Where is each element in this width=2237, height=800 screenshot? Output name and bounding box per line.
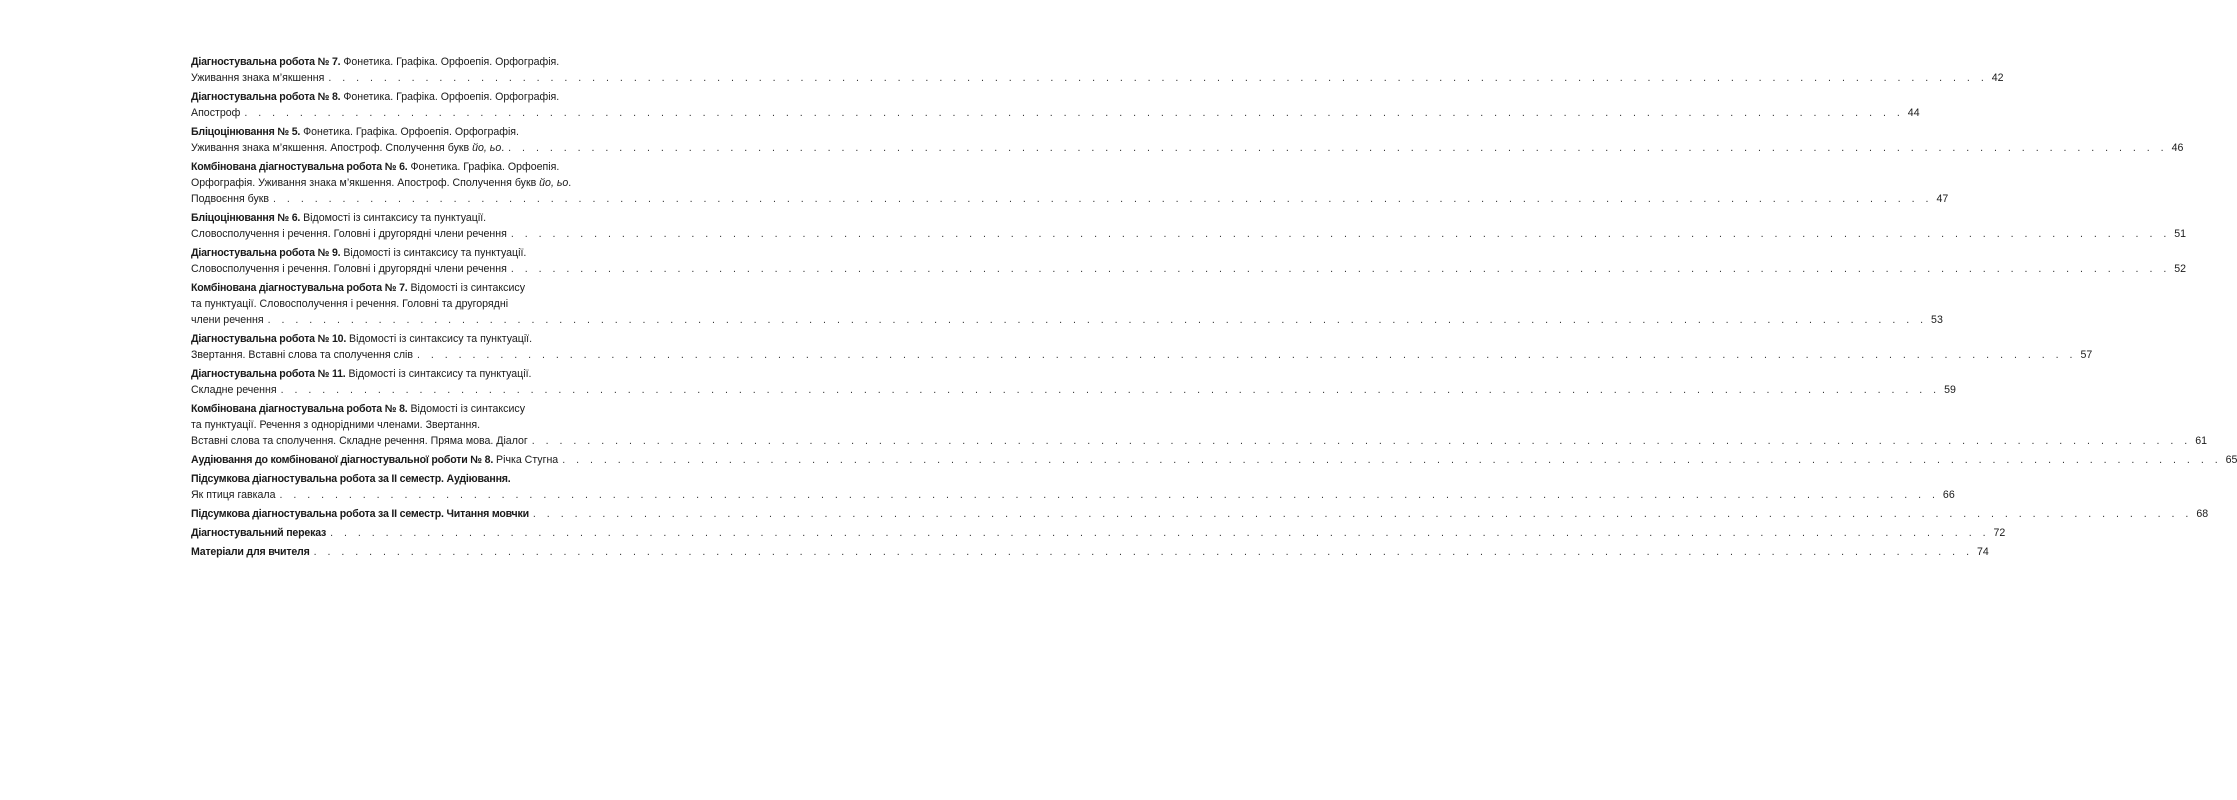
dot-leader: . . . . . . . . . . . . . . . . . . . . . . . . . . . . . . . . . . . . . . . . . . . . . . . . . . . . . . . . . . . . . . . . . . . . . . . . . . . . . . . . . . . . . . . . . . . . . . . . . . . . . . . . . . . . . . . . . . . . . . . . (531, 435, 2192, 447)
toc-entry (191, 159, 1949, 207)
page-number: 51 (2174, 228, 2187, 240)
toc-line (191, 347, 2093, 363)
toc-section-title: Підсумкова діагностувальна робота за ІІ семестр. Аудіювання. (191, 473, 511, 485)
toc-line-text (191, 298, 508, 310)
toc-line (191, 312, 1943, 328)
toc-line (191, 506, 2209, 522)
toc-topic-text: Як птиця гавкала (191, 489, 276, 501)
toc-line (191, 140, 2184, 156)
toc-line (191, 401, 613, 417)
toc-line-text (191, 368, 531, 380)
toc-line (191, 210, 613, 226)
toc-line (191, 452, 2237, 468)
toc-line (191, 433, 2208, 449)
toc-punctuation: . (501, 142, 505, 154)
page-number: 57 (2080, 349, 2093, 361)
dot-leader: . . . . . . . . . . . . . . . . . . . . . . . . . . . . . . . . . . . . . . . . . . . . . . . . . . . . . . . . . . . . . . . . . . . . . . . . . . . . . . . . . . . . . . . . . . . . . . . . . . . . . . . . . . . . . . . . . . . . . . . . (532, 508, 2193, 520)
toc-line-text (191, 140, 508, 156)
page-number: 65 (2225, 454, 2237, 466)
toc-topic-text: Орфографія. Уживання знака м’якшення. Апостроф. Сполучення букв (191, 177, 540, 189)
toc-topic-text: Відомості із синтаксису та пунктуації. (340, 247, 527, 259)
toc-line (191, 525, 2006, 541)
dot-leader: . . . . . . . . . . . . . . . . . . . . . . . . . . . . . . . . . . . . . . . . . . . . . . . . . . . . . . . . . . . . . . . . . . . . . . . . . . . . . . . . . . . . . . . . . . . . . . . . . . . . . . . . . . . . . . . . . . . . . . . . (508, 142, 2168, 154)
toc-line-text (191, 312, 268, 328)
toc-section-title: Діагностувальна робота № 8. (191, 91, 341, 103)
toc-line (191, 280, 613, 296)
toc-topic-text: Фонетика. Графіка. Орфоепія. Орфографія. (340, 91, 560, 103)
toc-line-text (191, 226, 511, 242)
toc-line-text (191, 452, 562, 468)
toc-entry (191, 401, 2208, 449)
toc-section-title: Комбінована діагностувальна робота № 7. (191, 282, 408, 294)
toc-section-title: Діагностувальна робота № 11. (191, 368, 346, 380)
dot-leader: . . . . . . . . . . . . . . . . . . . . . . . . . . . . . . . . . . . . . . . . . . . . . . . . . . . . . . . . . . . . . . . . . . . . . . . . . . . . . . . . . . . . . . . . . . . . . . . . . . . . . . . . . . . . . . . . . . . . . . . . (330, 527, 1990, 539)
toc-section-title: Матеріали для вчителя (191, 546, 310, 558)
toc-line (191, 366, 613, 382)
toc-punctuation: . (568, 177, 572, 189)
toc-entry (191, 544, 1989, 560)
dot-leader: . . . . . . . . . . . . . . . . . . . . . . . . . . . . . . . . . . . . . . . . . . . . . . . . . . . . . . . . . . . . . . . . . . . . . . . . . . . . . . . . . . . . . . . . . . . . . . . . . . . . . . . . . . . . . . . . . . . . . . . . (267, 314, 1928, 326)
toc-line (191, 70, 2004, 86)
toc-line-text (191, 403, 525, 415)
toc-line-text (191, 333, 532, 345)
toc-line (191, 191, 1949, 207)
toc-entry (191, 471, 1955, 503)
toc-line-text (191, 282, 525, 294)
toc-entry (191, 280, 1943, 328)
page-number: 47 (1936, 193, 1949, 205)
toc-section-title: Бліцоцінювання № 6. (191, 212, 301, 224)
toc-entry (191, 366, 1956, 398)
toc-line (191, 105, 1920, 121)
toc-line (191, 417, 613, 433)
dot-leader: . . . . . . . . . . . . . . . . . . . . . . . . . . . . . . . . . . . . . . . . . . . . . . . . . . . . . . . . . . . . . . . . . . . . . . . . . . . . . . . . . . . . . . . . . . . . . . . . . . . . . . . . . . . . . . . . . . . . . . . . (562, 454, 2222, 466)
toc-line-text (191, 544, 314, 560)
page-number: 61 (2195, 435, 2208, 447)
toc-line-text (191, 525, 330, 541)
page-number: 52 (2174, 263, 2187, 275)
toc-entry (191, 331, 2093, 363)
toc-topic-text: Відомості із синтаксису та пунктуації. (346, 333, 533, 345)
toc-line (191, 331, 613, 347)
toc-line (191, 471, 613, 487)
toc-line-text (191, 91, 559, 103)
dot-leader: . . . . . . . . . . . . . . . . . . . . . . . . . . . . . . . . . . . . . . . . . . . . . . . . . . . . . . . . . . . . . . . . . . . . . . . . . . . . . . . . . . . . . . . . . . . . . . . . . . . . . . . . . . . . . . . . . . . . . . . . (244, 107, 1904, 119)
toc-topic-text: Фонетика. Графіка. Орфоепія. Орфографія. (300, 126, 519, 138)
toc-line (191, 544, 1989, 560)
toc-entry (191, 245, 2187, 277)
toc-entry (191, 506, 2209, 522)
table-of-contents (191, 54, 2237, 563)
toc-line-text (191, 473, 511, 485)
toc-topic-text: Вставні слова та сполучення. Складне речення. Пряма мова. Діалог (191, 435, 528, 447)
toc-line-text (191, 247, 526, 259)
toc-line-text (191, 161, 559, 173)
toc-line-text (191, 212, 486, 224)
page-number: 44 (1907, 107, 1920, 119)
toc-section-title: Підсумкова діагностувальна робота за ІІ семестр. Читання мовчки (191, 508, 529, 520)
dot-leader: . . . . . . . . . . . . . . . . . . . . . . . . . . . . . . . . . . . . . . . . . . . . . . . . . . . . . . . . . . . . . . . . . . . . . . . . . . . . . . . . . . . . . . . . . . . . . . . . . . . . . . . . . . . . . . . . . . . . . . . . (510, 228, 2171, 240)
toc-line (191, 159, 613, 175)
toc-italic-letters: йо, ьо (539, 177, 569, 189)
toc-section-title: Діагностувальний переказ (191, 527, 327, 539)
toc-line-text (191, 487, 279, 503)
toc-line-text (191, 126, 519, 138)
page-number: 46 (2171, 142, 2184, 154)
toc-topic-text: Річка Стугна (493, 454, 559, 466)
dot-leader: . . . . . . . . . . . . . . . . . . . . . . . . . . . . . . . . . . . . . . . . . . . . . . . . . . . . . . . . . . . . . . . . . . . . . . . . . . . . . . . . . . . . . . . . . . . . . . . . . . . . . . . . . . . . . . . . . . . . . . . . (273, 193, 1933, 205)
toc-topic-text: Відомості із синтаксису (407, 403, 525, 415)
toc-entry (191, 124, 2184, 156)
toc-entry (191, 452, 2237, 468)
toc-line-text (191, 506, 533, 522)
toc-topic-text: Подвоєння букв (191, 193, 270, 205)
toc-line-text (191, 382, 281, 398)
page-number: 53 (1931, 314, 1943, 326)
toc-line-text (191, 419, 480, 431)
toc-line (191, 487, 1955, 503)
toc-line (191, 296, 613, 312)
toc-italic-letters: йо, ьо (472, 142, 502, 154)
page-number: 66 (1942, 489, 1955, 501)
toc-line (191, 175, 613, 191)
toc-line-text (191, 177, 571, 189)
toc-topic-text: Фонетика. Графіка. Орфоепія. (407, 161, 560, 173)
page-number: 68 (2196, 508, 2209, 520)
toc-topic-text: та пунктуації. Словосполучення і речення. Головні та другорядні (191, 298, 509, 310)
page-number: 42 (1991, 72, 2004, 84)
toc-line (191, 89, 613, 105)
toc-topic-text: Звертання. Вставні слова та сполучення слів (191, 349, 413, 361)
toc-line-text (191, 347, 417, 363)
toc-topic-text: та пунктуації. Речення з однорідними членами. Звертання. (191, 419, 481, 431)
toc-line (191, 261, 2187, 277)
dot-leader: . . . . . . . . . . . . . . . . . . . . . . . . . . . . . . . . . . . . . . . . . . . . . . . . . . . . . . . . . . . . . . . . . . . . . . . . . . . . . . . . . . . . . . . . . . . . . . . . . . . . . . . . . . . . . . . . . . . . . . . . (510, 263, 2171, 275)
toc-line-text (191, 433, 532, 449)
toc-section-title: Діагностувальна робота № 9. (191, 247, 341, 259)
page-number: 59 (1944, 384, 1956, 396)
toc-line-text (191, 191, 273, 207)
dot-leader: . . . . . . . . . . . . . . . . . . . . . . . . . . . . . . . . . . . . . . . . . . . . . . . . . . . . . . . . . . . . . . . . . . . . . . . . . . . . . . . . . . . . . . . . . . . . . . . . . . . . . . . . . . . . . . . . . . . . . . . . (279, 489, 1939, 501)
toc-topic-text: Відомості із синтаксису та пунктуації. (345, 368, 532, 380)
toc-section-title: Діагностувальна робота № 7. (191, 56, 341, 68)
toc-line (191, 54, 613, 70)
toc-topic-text: Уживання знака м’якшення. Апостроф. Сполучення букв (191, 142, 473, 154)
toc-topic-text: Апостроф (191, 107, 241, 119)
toc-entry (191, 89, 1920, 121)
toc-topic-text: Фонетика. Графіка. Орфоепія. Орфографія. (340, 56, 560, 68)
toc-line-text (191, 105, 244, 121)
toc-line-text (191, 70, 328, 86)
toc-line (191, 245, 613, 261)
page-number: 72 (1993, 527, 2006, 539)
dot-leader: . . . . . . . . . . . . . . . . . . . . . . . . . . . . . . . . . . . . . . . . . . . . . . . . . . . . . . . . . . . . . . . . . . . . . . . . . . . . . . . . . . . . . . . . . . . . . . . . . . . . . . . . . . . . . . . . . . . . . . . . (313, 546, 1974, 558)
toc-section-title: Бліцоцінювання № 5. (191, 126, 301, 138)
toc-line (191, 124, 613, 140)
toc-line (191, 382, 1956, 398)
dot-leader: . . . . . . . . . . . . . . . . . . . . . . . . . . . . . . . . . . . . . . . . . . . . . . . . . . . . . . . . . . . . . . . . . . . . . . . . . . . . . . . . . . . . . . . . . . . . . . . . . . . . . . . . . . . . . . . . . . . . . . . . (328, 72, 1988, 84)
toc-line-text (191, 56, 559, 68)
toc-topic-text: Відомості із синтаксису та пунктуації. (300, 212, 487, 224)
toc-section-title: Аудіювання до комбінованої діагностувальної роботи № 8. (191, 454, 494, 466)
toc-topic-text: Уживання знака м’якшення (191, 72, 325, 84)
dot-leader: . . . . . . . . . . . . . . . . . . . . . . . . . . . . . . . . . . . . . . . . . . . . . . . . . . . . . . . . . . . . . . . . . . . . . . . . . . . . . . . . . . . . . . . . . . . . . . . . . . . . . . . . . . . . . . . . . . . . . . . . (417, 349, 2077, 361)
toc-section-title: Діагностувальна робота № 10. (191, 333, 347, 345)
toc-line-text (191, 261, 511, 277)
toc-topic-text: Словосполучення і речення. Головні і другорядні члени речення (191, 263, 507, 275)
toc-topic-text: Відомості із синтаксису (407, 282, 525, 294)
toc-section-title: Комбінована діагностувальна робота № 6. (191, 161, 408, 173)
toc-entry (191, 210, 2187, 242)
toc-topic-text: члени речення (191, 314, 264, 326)
dot-leader: . . . . . . . . . . . . . . . . . . . . . . . . . . . . . . . . . . . . . . . . . . . . . . . . . . . . . . . . . . . . . . . . . . . . . . . . . . . . . . . . . . . . . . . . . . . . . . . . . . . . . . . . . . . . . . . . . . . . . . . . (280, 384, 1941, 396)
toc-entry (191, 54, 2004, 86)
page-number: 74 (1977, 546, 1989, 558)
toc-topic-text: Словосполучення і речення. Головні і другорядні члени речення (191, 228, 507, 240)
toc-entry (191, 525, 2006, 541)
toc-line (191, 226, 2187, 242)
toc-topic-text: Складне речення (191, 384, 277, 396)
toc-section-title: Комбінована діагностувальна робота № 8. (191, 403, 408, 415)
